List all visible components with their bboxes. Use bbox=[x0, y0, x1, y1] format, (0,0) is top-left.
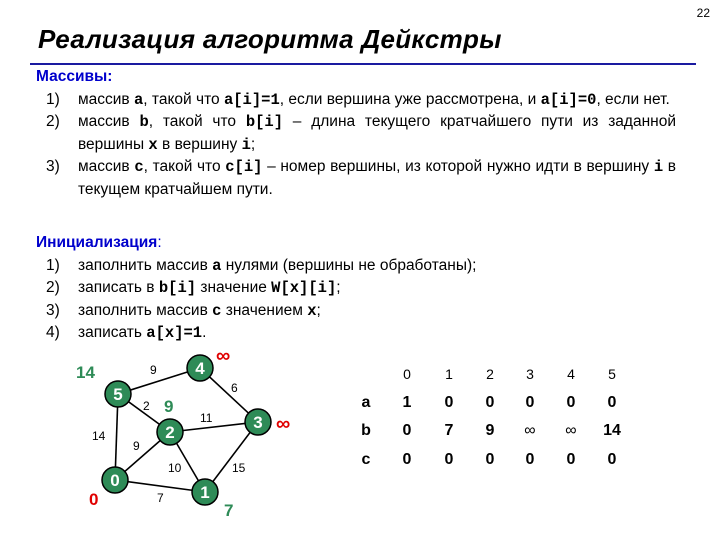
arrays-item-2 bbox=[36, 111, 676, 156]
col-header-2: 2 bbox=[486, 366, 494, 382]
cell: 0 bbox=[402, 422, 412, 439]
col-header-5: 5 bbox=[608, 366, 616, 382]
init-item-4 bbox=[36, 322, 676, 345]
dist-2: 9 bbox=[164, 397, 174, 416]
weight-2-1: 10 bbox=[168, 461, 182, 475]
page-number: 22 bbox=[696, 6, 710, 20]
weight-2-0: 9 bbox=[133, 439, 140, 453]
cell: 9 bbox=[485, 422, 495, 439]
dist-5: 14 bbox=[76, 363, 95, 382]
text: , такой что bbox=[143, 158, 226, 175]
init-heading: Инициализация bbox=[36, 234, 158, 251]
weight-4-3: 6 bbox=[231, 381, 238, 395]
row-label-b: b bbox=[361, 422, 371, 439]
text: , такой что bbox=[148, 113, 246, 130]
text: – номер вершины, из которой нужно идти в вершину bbox=[262, 158, 654, 175]
item-number: 2) bbox=[46, 279, 60, 296]
init-item-1 bbox=[36, 255, 676, 278]
text: массив bbox=[78, 158, 135, 175]
table-header bbox=[403, 366, 616, 382]
weight-2-3: 11 bbox=[200, 411, 213, 425]
node-label-5: 5 bbox=[113, 385, 123, 404]
code: a bbox=[133, 90, 144, 109]
item-number: 1) bbox=[46, 256, 60, 274]
init-heading-colon: : bbox=[157, 234, 162, 251]
item-number: 2) bbox=[46, 113, 60, 130]
text: значение bbox=[196, 279, 272, 296]
text: – длина текущего кратчайшего пути из заданной вершины bbox=[78, 113, 676, 153]
code: a bbox=[212, 256, 222, 275]
code: a[x]=1 bbox=[146, 324, 203, 342]
init-item-2 bbox=[36, 277, 676, 300]
text: в вершину bbox=[157, 135, 242, 153]
item-number: 3) bbox=[46, 158, 60, 175]
text: ; bbox=[316, 301, 321, 319]
node-label-1: 1 bbox=[200, 483, 210, 502]
title-divider bbox=[30, 63, 696, 65]
cell: 0 bbox=[485, 394, 495, 411]
code: x bbox=[148, 135, 158, 154]
weight-5-0: 14 bbox=[92, 429, 106, 443]
arrays-section bbox=[36, 66, 676, 201]
cell: ∞ bbox=[524, 422, 536, 439]
code: b[i] bbox=[245, 113, 284, 131]
cell: 0 bbox=[444, 451, 454, 468]
cell: 0 bbox=[607, 394, 617, 411]
table-row-c bbox=[403, 451, 617, 468]
code: W[x][i] bbox=[271, 279, 337, 297]
node-label-3: 3 bbox=[253, 413, 263, 432]
init-list bbox=[36, 255, 676, 345]
text: нулями (вершины не обработаны); bbox=[221, 256, 477, 274]
init-item-3 bbox=[36, 300, 676, 323]
cell: 0 bbox=[485, 451, 495, 468]
weight-0-1: 7 bbox=[157, 491, 164, 505]
text: записать в bbox=[78, 279, 159, 296]
arrays-item-3 bbox=[36, 156, 676, 201]
text: заполнить массив bbox=[78, 301, 213, 319]
arrays-heading: Массивы: bbox=[36, 68, 113, 85]
row-label-a: a bbox=[361, 394, 371, 411]
dist-0: 0 bbox=[89, 490, 99, 509]
code: c bbox=[134, 158, 144, 176]
table-row-a bbox=[403, 394, 617, 411]
text: ; bbox=[250, 135, 256, 153]
col-header-3: 3 bbox=[526, 366, 534, 382]
dist-3: ∞ bbox=[276, 413, 291, 435]
graph-diagram bbox=[0, 350, 330, 530]
cell: 0 bbox=[566, 451, 576, 468]
col-header-0: 0 bbox=[403, 366, 411, 382]
code: c bbox=[212, 301, 222, 320]
text: ; bbox=[336, 279, 341, 296]
code: i bbox=[653, 158, 664, 176]
cell: 0 bbox=[525, 394, 535, 411]
text: в текущем кратчайшем пути. bbox=[78, 158, 676, 198]
node-label-4: 4 bbox=[195, 359, 205, 378]
text: , если нет. bbox=[596, 90, 670, 108]
init-section bbox=[36, 232, 676, 345]
text: записать bbox=[78, 324, 147, 341]
init-heading-line bbox=[36, 232, 676, 255]
weight-3-1: 15 bbox=[232, 461, 246, 475]
text: значением bbox=[221, 301, 308, 319]
dist-1: 7 bbox=[224, 501, 234, 520]
code: i bbox=[241, 135, 251, 154]
cell: 14 bbox=[603, 422, 621, 439]
table-row-b bbox=[403, 422, 621, 439]
row-label-c: c bbox=[361, 451, 371, 468]
cell: 1 bbox=[402, 394, 412, 411]
item-number: 3) bbox=[46, 301, 60, 319]
code: b[i] bbox=[158, 279, 197, 297]
cell: 0 bbox=[525, 451, 535, 468]
table-row-labels bbox=[361, 394, 371, 468]
node-label-2: 2 bbox=[165, 423, 175, 442]
col-header-1: 1 bbox=[445, 366, 453, 382]
cell: 0 bbox=[402, 451, 412, 468]
text: . bbox=[202, 324, 207, 341]
cell: 0 bbox=[444, 394, 454, 411]
cell: 0 bbox=[607, 451, 617, 468]
item-number: 4) bbox=[46, 324, 60, 341]
code: a[i]=0 bbox=[540, 90, 597, 109]
node-label-0: 0 bbox=[110, 471, 120, 490]
arrays-item-1 bbox=[36, 89, 676, 112]
arrays-table bbox=[340, 360, 670, 490]
text: заполнить массив bbox=[78, 256, 213, 274]
code: a[i]=1 bbox=[223, 90, 280, 109]
text: массив bbox=[78, 90, 134, 108]
text: , такой что bbox=[143, 90, 224, 108]
weight-5-4: 9 bbox=[150, 363, 157, 377]
weight-5-2: 2 bbox=[143, 399, 150, 413]
cell: 0 bbox=[566, 394, 576, 411]
text: , если вершина уже рассмотрена, и bbox=[279, 90, 541, 108]
arrays-list bbox=[36, 89, 676, 202]
cell: 7 bbox=[444, 422, 454, 439]
code: x bbox=[307, 301, 317, 320]
code: c[i] bbox=[225, 158, 263, 176]
col-header-4: 4 bbox=[567, 366, 575, 382]
text: массив bbox=[78, 113, 140, 130]
code: b bbox=[139, 113, 149, 131]
slide-title: Реализация алгоритма Дейкстры bbox=[38, 24, 502, 54]
item-number: 1) bbox=[46, 90, 60, 108]
cell: ∞ bbox=[565, 422, 577, 439]
dist-4: ∞ bbox=[216, 350, 231, 367]
